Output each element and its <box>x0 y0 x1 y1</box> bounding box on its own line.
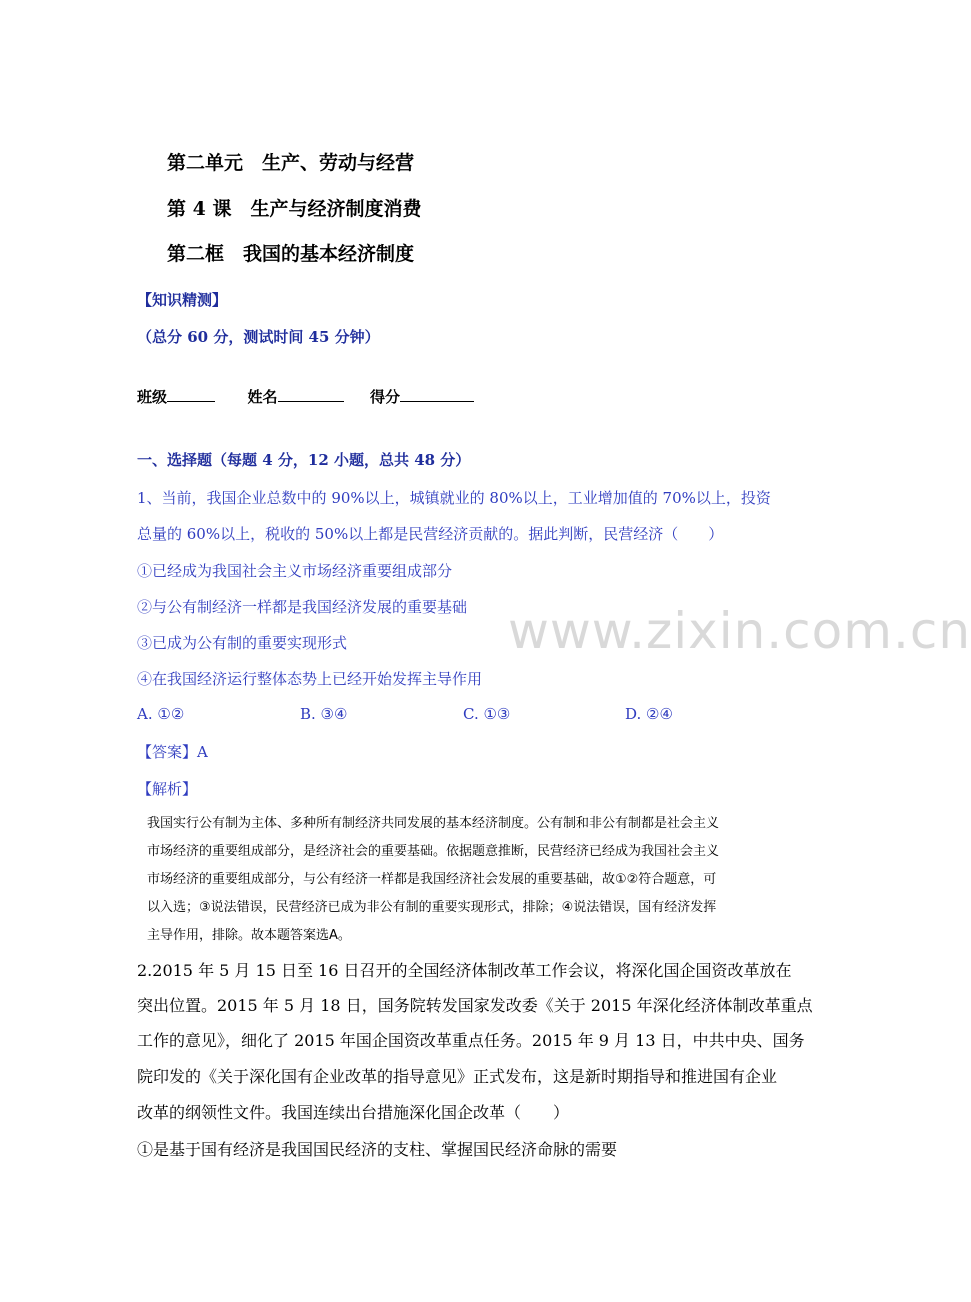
q2-stem-line-1: 2.2015 年 5 月 15 日至 16 日召开的全国经济体制改革工作会议，将深化国企国资改革放在 <box>137 961 792 980</box>
q1-analysis-line-1: 我国实行公有制为主体、多种所有制经济共同发展的基本经济制度。公有制和非公有制都是社会主义 <box>147 816 720 831</box>
section-label: 【知识精测】 <box>137 291 228 309</box>
q1-item-1: ①已经成为我国社会主义市场经济重要组成部分 <box>137 562 453 580</box>
q1-analysis-line-3: 市场经济的重要组成部分，与公有经济一样都是我国经济社会发展的重要基础，故①②符合题意，可 <box>147 872 717 887</box>
q1-analysis-label: 【解析】 <box>137 780 198 798</box>
unit-title: 第二单元 生产、劳动与经营 <box>167 152 415 174</box>
section1-heading: 一、选择题（每题 4 分，12 小题，总共 48 分） <box>137 451 471 469</box>
test-info: （总分 60 分，测试时间 45 分钟） <box>137 328 380 346</box>
q2-stem-line-3: 工作的意见》，细化了 2015 年国企国资改革重点任务。2015 年 9 月 13 日，中共中央、国务 <box>137 1031 805 1050</box>
watermark: www.zixin.com.cn <box>508 602 971 660</box>
q2-stem-line-4: 院印发的《关于深化国有企业改革的指导意见》正式发布，这是新时期指导和推进国有企业 <box>137 1067 778 1086</box>
q1-item-3: ③已成为公有制的重要实现形式 <box>137 634 348 652</box>
q1-analysis-line-4: 以入选；③说法错误，民营经济已成为非公有制的重要实现形式，排除；④说法错误，国有经济发挥 <box>147 900 717 915</box>
student-info-row <box>137 386 474 407</box>
class-blank <box>167 387 215 402</box>
class-label: 班级 <box>137 388 168 406</box>
q1-answer: 【答案】A <box>137 743 208 761</box>
q1-option-a: A. ①② <box>137 705 185 723</box>
q2-stem-line-5: 改革的纲领性文件。我国连续出台措施深化国企改革（ ） <box>137 1103 570 1122</box>
q1-option-b: B. ③④ <box>300 705 348 723</box>
q1-analysis-line-5: 主导作用，排除。故本题答案选A。 <box>147 928 351 943</box>
score-label: 得分 <box>369 388 400 406</box>
q2-stem-line-2: 突出位置。2015 年 5 月 18 日，国务院转发国家发改委《关于 2015 年深化经济体制改革重点 <box>137 996 813 1015</box>
name-blank <box>278 387 344 402</box>
q1-option-d: D. ②④ <box>625 705 673 723</box>
q1-item-4: ④在我国经济运行整体态势上已经开始发挥主导作用 <box>137 670 483 688</box>
q2-item-1: ①是基于国有经济是我国国民经济的支柱、掌握国民经济命脉的需要 <box>137 1140 618 1159</box>
lesson-title: 第 4 课 生产与经济制度消费 <box>167 198 422 220</box>
q1-stem-line-2: 总量的 60%以上，税收的 50%以上都是民营经济贡献的。据此判断，民营经济（ ） <box>137 525 724 543</box>
q1-option-c: C. ①③ <box>463 705 511 723</box>
score-blank <box>400 387 474 402</box>
q1-stem-line-1: 1、当前，我国企业总数中的 90%以上，城镇就业的 80%以上，工业增加值的 70%以上，投资 <box>137 489 771 507</box>
section-title: 第二框 我国的基本经济制度 <box>167 243 415 265</box>
q1-item-2: ②与公有制经济一样都是我国经济发展的重要基础 <box>137 598 468 616</box>
q1-analysis-line-2: 市场经济的重要组成部分，是经济社会的重要基础。依据题意推断，民营经济已经成为我国社会主义 <box>147 844 720 859</box>
name-label: 姓名 <box>247 388 278 406</box>
